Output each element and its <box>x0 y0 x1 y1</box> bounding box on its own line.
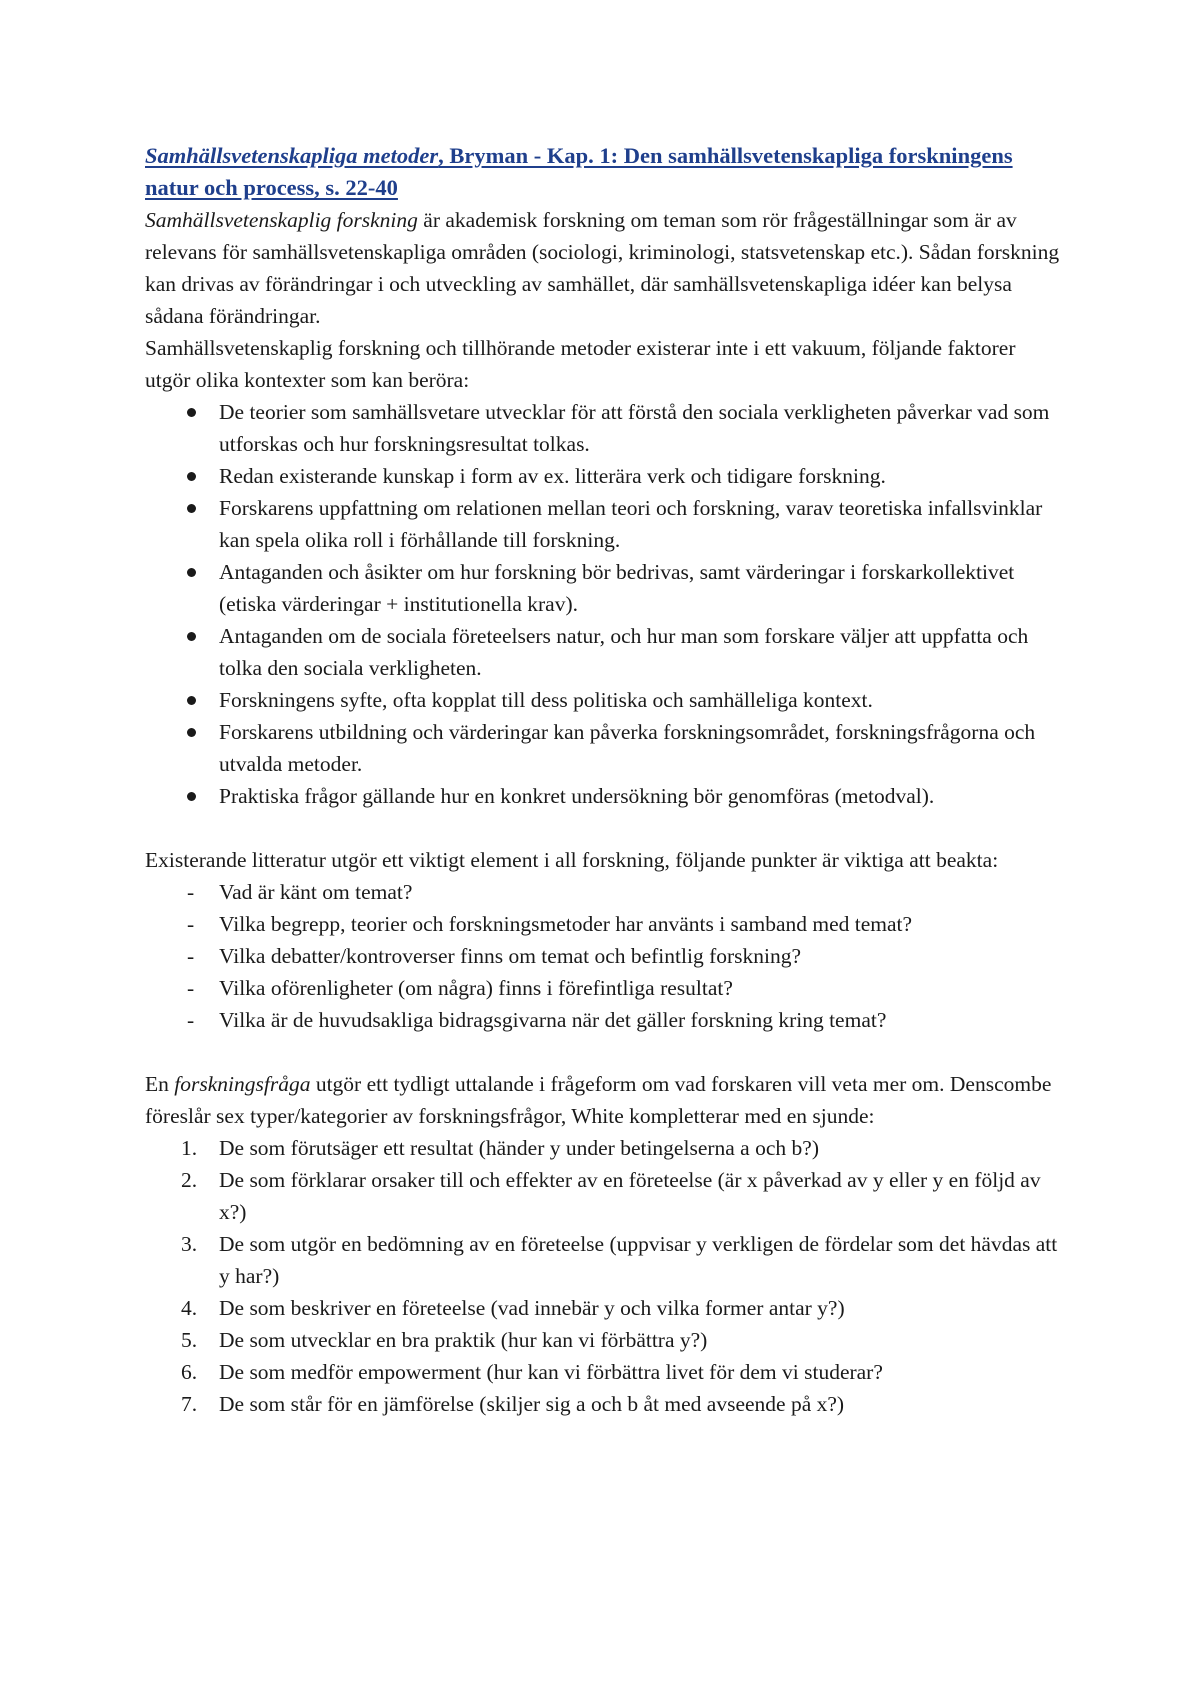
document-page <box>145 140 1065 1420</box>
list-item <box>145 780 1065 812</box>
list-item <box>145 876 1065 908</box>
intro-term: Samhällsvetenskaplig forskning <box>145 208 418 232</box>
list-item <box>145 396 1065 460</box>
intro-text: är akademisk forskning om teman som rör frågeställningar som är av relevans för samhällsvetenskapliga områden (sociologi, kriminologi, statsvetenskap etc.). Sådan forskning kan drivas av förändringar i och utveckling av samhället, där samhällsvetenskapliga idéer kan belysa sådana förändringar. <box>145 208 1060 328</box>
list-item <box>145 1228 1065 1292</box>
list-item <box>145 684 1065 716</box>
list-item <box>145 1388 1065 1420</box>
list-item-text: De teorier som samhällsvetare utvecklar för att förstå den sociala verkligheten påverkar vad som utforskas och hur forskningsresultat tolkas. <box>219 400 1050 456</box>
list-item-text: Forskningens syfte, ofta kopplat till dess politiska och samhälleliga kontext. <box>219 688 873 712</box>
list-item-text: De som medför empowerment (hur kan vi förbättra livet för dem vi studerar? <box>219 1360 883 1384</box>
list-item-text: Vilka är de huvudsakliga bidragsgivarna när det gäller forskning kring temat? <box>219 1008 887 1032</box>
book-title-link[interactable]: Samhällsvetenskapliga metoder <box>145 143 439 168</box>
research-question-paragraph <box>145 1068 1065 1132</box>
list-item <box>145 460 1065 492</box>
dash-marker: - <box>187 912 195 936</box>
paragraph-spacer <box>145 812 1065 844</box>
list-item-text: Antaganden och åsikter om hur forskning bör bedrivas, samt värderingar i forskarkollektivet (etiska värderingar + institutionella krav). <box>219 560 1015 616</box>
list-item <box>145 716 1065 780</box>
list-item <box>145 1356 1065 1388</box>
list-item <box>145 556 1065 620</box>
list-item-text: De som utvecklar en bra praktik (hur kan vi förbättra y?) <box>219 1328 708 1352</box>
rq-text: utgör ett tydligt uttalande i frågeform om vad forskaren vill veta mer om. Denscombe föreslår sex typer/kategorier av forskningsfrågor, White kompletterar med en sjunde: <box>145 1072 1052 1128</box>
list-item-text: Redan existerande kunskap i form av ex. litterära verk och tidigare forskning. <box>219 464 886 488</box>
context-paragraph: Samhällsvetenskaplig forskning och tillhörande metoder existerar inte i ett vakuum, följande faktorer utgör olika kontexter som kan beröra: <box>145 336 1016 392</box>
list-item-text: De som förklarar orsaker till och effekter av en företeelse (är x påverkad av y eller y en följd av x?) <box>219 1168 1041 1224</box>
list-item <box>145 908 1065 940</box>
list-item <box>145 1164 1065 1228</box>
list-number: 7. <box>181 1392 198 1416</box>
literature-paragraph: Existerande litteratur utgör ett viktigt element i all forskning, följande punkter är viktiga att beakta: <box>145 848 999 872</box>
list-item <box>145 620 1065 684</box>
dash-marker: - <box>187 1008 195 1032</box>
list-item <box>145 940 1065 972</box>
list-number: 3. <box>181 1232 198 1256</box>
list-item-text: Vilka oförenligheter (om några) finns i förefintliga resultat? <box>219 976 733 1000</box>
list-item <box>145 1132 1065 1164</box>
rq-pre: En <box>145 1072 175 1096</box>
list-item <box>145 972 1065 1004</box>
list-item-text: Vilka begrepp, teorier och forskningsmetoder har använts i samband med temat? <box>219 912 913 936</box>
list-number: 5. <box>181 1328 198 1352</box>
dash-marker: - <box>187 944 195 968</box>
list-item-text: Vad är känt om temat? <box>219 880 413 904</box>
dash-marker: - <box>187 880 195 904</box>
rq-term: forskningsfråga <box>174 1072 311 1096</box>
chapter-title: , Bryman - Kap. 1: Den samhällsvetenskapliga forskningens natur och process, s. 22-40 <box>145 143 1013 200</box>
list-item-text: Vilka debatter/kontroverser finns om temat och befintlig forskning? <box>219 944 802 968</box>
paragraph-spacer <box>145 1036 1065 1068</box>
question-types-list <box>145 1132 1065 1420</box>
chapter-heading <box>145 140 1065 204</box>
list-item-text: Antaganden om de sociala företeelsers natur, och hur man som forskare väljer att uppfatta och tolka den sociala verkligheten. <box>219 624 1029 680</box>
list-item <box>145 1292 1065 1324</box>
list-number: 2. <box>181 1168 198 1192</box>
list-number: 1. <box>181 1136 198 1160</box>
list-number: 4. <box>181 1296 198 1320</box>
list-item-text: De som förutsäger ett resultat (händer y under betingelserna a och b?) <box>219 1136 819 1160</box>
list-item-text: Forskarens uppfattning om relationen mellan teori och forskning, varav teoretiska infallsvinklar kan spela olika roll i förhållande till forskning. <box>219 496 1043 552</box>
list-item <box>145 1004 1065 1036</box>
factors-list <box>145 396 1065 812</box>
list-item-text: Forskarens utbildning och värderingar kan påverka forskningsområdet, forskningsfrågorna och utvalda metoder. <box>219 720 1036 776</box>
dash-marker: - <box>187 976 195 1000</box>
list-item-text: Praktiska frågor gällande hur en konkret undersökning bör genomföras (metodval). <box>219 784 935 808</box>
list-item <box>145 1324 1065 1356</box>
list-item-text: De som står för en jämförelse (skiljer sig a och b åt med avseende på x?) <box>219 1392 845 1416</box>
list-item <box>145 492 1065 556</box>
literature-list <box>145 876 1065 1036</box>
list-item-text: De som beskriver en företeelse (vad innebär y och vilka former antar y?) <box>219 1296 845 1320</box>
list-number: 6. <box>181 1360 198 1384</box>
intro-paragraph <box>145 204 1065 332</box>
list-item-text: De som utgör en bedömning av en företeelse (uppvisar y verkligen de fördelar som det hävdas att y har?) <box>219 1232 1058 1288</box>
